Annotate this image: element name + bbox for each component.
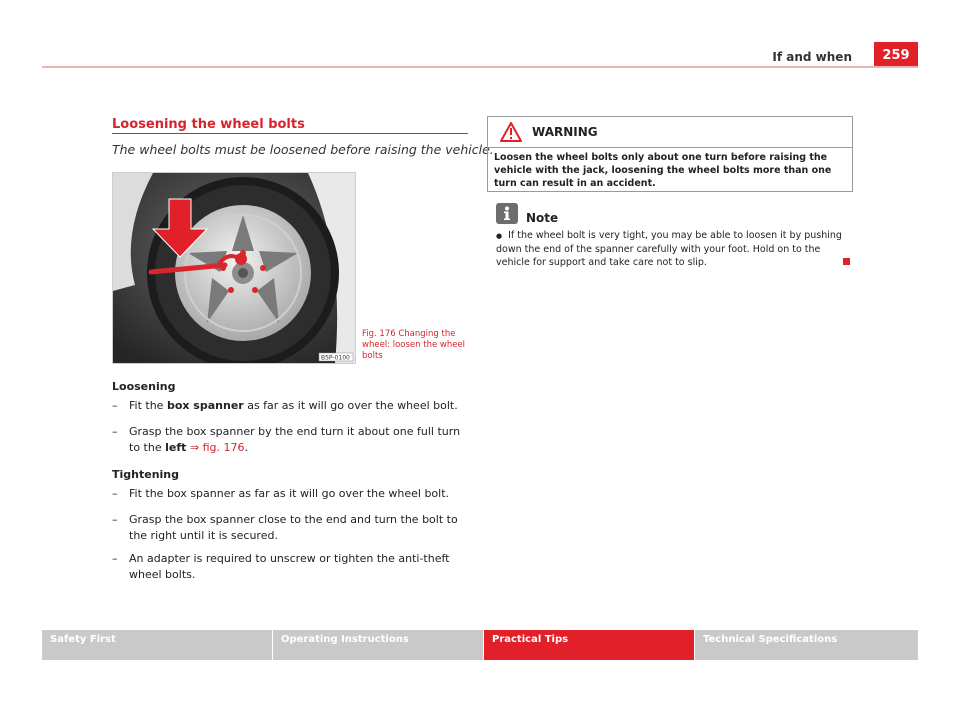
step-dash: – xyxy=(112,513,118,526)
footer-nav xyxy=(42,630,918,660)
note-title: Note xyxy=(526,211,559,225)
bullet-icon: ● xyxy=(496,232,503,240)
note-text: ● If the wheel bolt is very tight, you may be able to loosen it by pushing down the end of the spanner carefully with your foot. Hold on to the vehicle for support and take care not to slip. xyxy=(496,230,842,268)
footer-tab-operating-instructions[interactable]: Operating Instructions xyxy=(273,630,484,660)
step-dash: – xyxy=(112,399,118,412)
tightening-label: Tightening xyxy=(112,468,180,481)
step-dash: – xyxy=(112,487,118,500)
intro-text: The wheel bolts must be loosened before raising the vehicle. xyxy=(112,142,494,157)
info-icon xyxy=(496,203,518,224)
warning-header xyxy=(488,117,852,148)
step-dash: – xyxy=(112,552,118,565)
tightening-step-2: – Grasp the box spanner close to the end and turn the bolt to the right until it is secured. xyxy=(112,513,458,542)
loosening-label: Loosening xyxy=(112,380,176,393)
warning-triangle-icon xyxy=(500,122,522,142)
loosening-step-2: – Grasp the box spanner by the end turn it about one full turn to the left ⇒ fig. 176. xyxy=(112,425,461,454)
warning-title: WARNING xyxy=(532,125,598,139)
section-divider xyxy=(112,133,468,134)
footer-tab-practical-tips[interactable]: Practical Tips xyxy=(484,630,695,660)
header-title: If and when xyxy=(772,50,852,64)
footer-tab-technical-specifications[interactable]: Technical Specifications xyxy=(695,630,918,660)
section-end-marker xyxy=(843,258,850,265)
tightening-step-1: – Fit the box spanner as far as it will go over the wheel bolt. xyxy=(112,487,450,500)
figure-code: B5P-0100 xyxy=(321,354,350,362)
figure-caption: Fig. 176 Changing the wheel: loosen the wheel bolts xyxy=(362,329,466,361)
warning-box xyxy=(487,116,853,192)
tightening-step-3: – An adapter is required to unscrew or tighten the anti-theft wheel bolts. xyxy=(112,552,450,581)
page-number: 259 xyxy=(874,42,918,68)
footer-tab-safety-first[interactable]: Safety First xyxy=(42,630,273,660)
wheel-illustration-icon xyxy=(113,173,355,363)
warning-text: Loosen the wheel bolts only about one turn before raising the vehicle with the jack, loosening the wheel bolts more than one turn can result in an accident. xyxy=(494,152,832,189)
loosening-step-1: – Fit the box spanner as far as it will go over the wheel bolt. xyxy=(112,399,458,412)
section-heading: Loosening the wheel bolts xyxy=(112,117,305,132)
wheel-figure xyxy=(112,172,356,364)
step-dash: – xyxy=(112,425,118,438)
figure-reference-link[interactable]: ⇒ fig. 176 xyxy=(186,441,245,454)
header-divider xyxy=(42,66,918,68)
